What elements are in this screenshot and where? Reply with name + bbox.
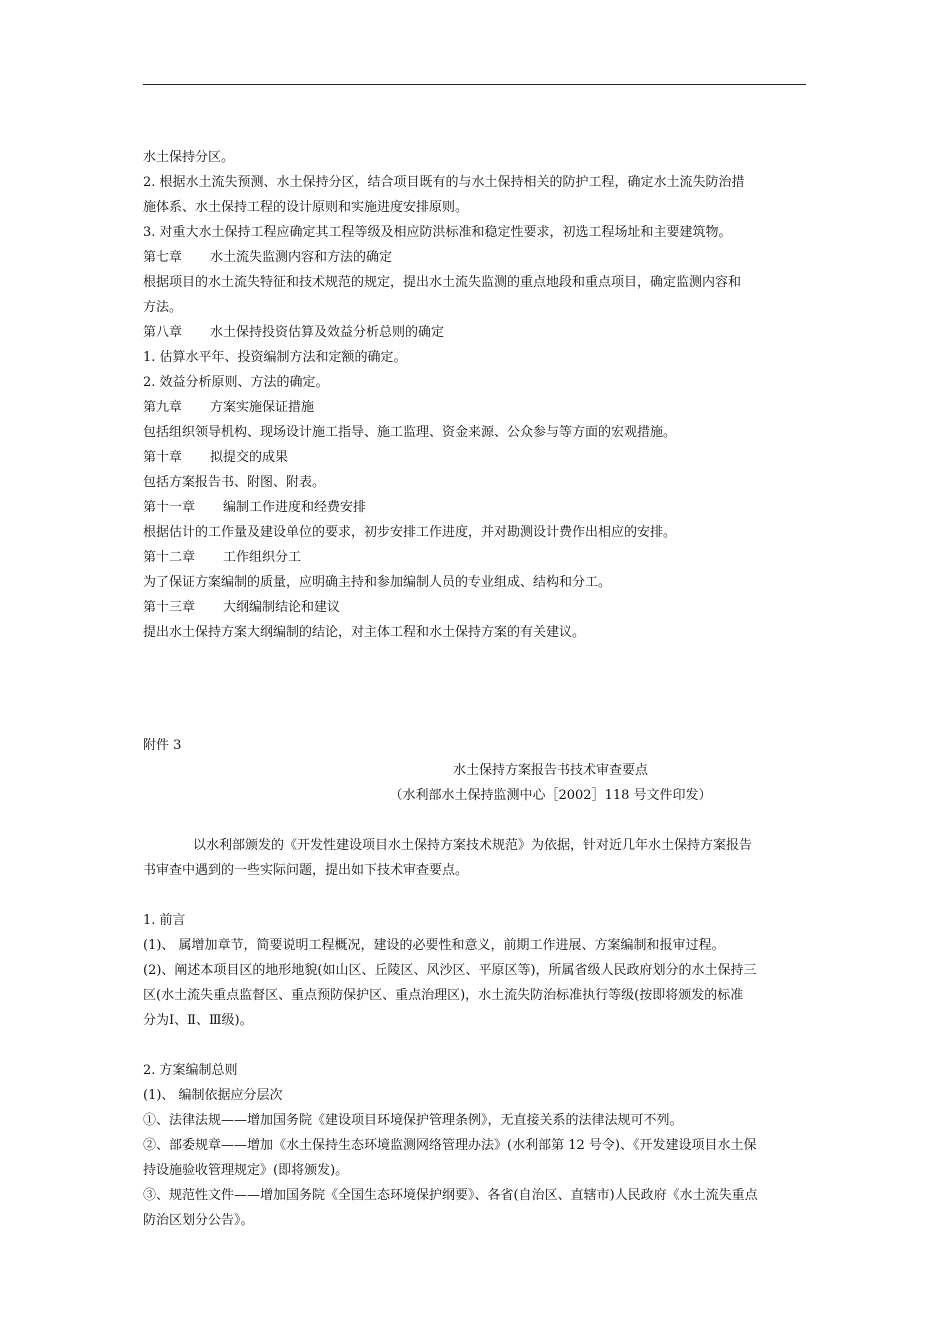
text-line: (2)、阐述本项目区的地形地貌(如山区、丘陵区、风沙区、平原区等)，所属省级人民政府划分的水土保持三 xyxy=(143,963,757,978)
header-rule xyxy=(143,84,806,85)
chapter-heading: 第十二章 工作组织分工 xyxy=(143,550,302,565)
annex-subtitle: （水利部水土保持监测中心［2002］118 号文件印发） xyxy=(389,788,712,803)
text-line: 根据项目的水土流失特征和技术规范的规定，提出水土流失监测的重点地段和重点项目，确定监测内容和 xyxy=(143,275,742,290)
chapter-heading: 第八章 水土保持投资估算及效益分析总则的确定 xyxy=(143,325,445,340)
text-line: 持设施验收管理规定》(即将颁发)。 xyxy=(143,1163,349,1178)
intro-line: 以水利部颁发的《开发性建设项目水土保持方案技术规范》为依据，针对近几年水土保持方案报告 xyxy=(193,838,753,853)
text-line: 包括方案报告书、附图、附表。 xyxy=(143,475,326,490)
text-line: 2. 根据水土流失预测、水土保持分区，结合项目既有的与水土保持相关的防护工程，确定水土流失防治措 xyxy=(143,175,745,190)
text-line: ②、部委规章——增加《水土保持生态环境监测网络管理办法》(水利部第 12 号令)、《开发建设项目水土保 xyxy=(143,1138,757,1153)
text-line: 1. 估算水平年、投资编制方法和定额的确定。 xyxy=(143,350,407,365)
intro-line: 书审查中遇到的一些实际问题，提出如下技术审查要点。 xyxy=(143,863,469,878)
section-heading: 1. 前言 xyxy=(143,913,186,928)
chapter-heading: 第七章 水土流失监测内容和方法的确定 xyxy=(143,250,393,265)
text-line: 包括组织领导机构、现场设计施工指导、施工监理、资金来源、公众参与等方面的宏观措施。 xyxy=(143,425,677,440)
text-line: 防治区划分公告》。 xyxy=(143,1213,254,1228)
annex-title: 水土保持方案报告书技术审查要点 xyxy=(452,763,648,778)
chapter-heading: 第十三章 大纲编制结论和建议 xyxy=(143,600,341,615)
document-body xyxy=(143,145,808,1233)
chapter-heading: 第九章 方案实施保证措施 xyxy=(143,400,315,415)
text-line: 为了保证方案编制的质量，应明确主持和参加编制人员的专业组成、结构和分工。 xyxy=(143,575,612,590)
text-line: 2. 效益分析原则、方法的确定。 xyxy=(143,375,329,390)
text-line: ③、规范性文件——增加国务院《全国生态环境保护纲要》、各省(自治区、直辖市)人民政府《水土流失重点 xyxy=(143,1188,758,1203)
chapter-heading: 第十章 拟提交的成果 xyxy=(143,450,289,465)
text-line: 水土保持分区。 xyxy=(143,150,235,165)
text-line: (1)、 编制依据应分层次 xyxy=(143,1088,283,1103)
text-line: 施体系、水土保持工程的设计原则和实施进度安排原则。 xyxy=(143,200,469,215)
text-line: (1)、 属增加章节，简要说明工程概况，建设的必要性和意义，前期工作进展、方案编制和报审过程。 xyxy=(143,938,725,953)
text-line: 根据估计的工作量及建设单位的要求，初步安排工作进度，并对勘测设计费作出相应的安排。 xyxy=(143,525,677,540)
text-line: ①、法律法规——增加国务院《建设项目环境保护管理条例》，无直接关系的法律法规可不列。 xyxy=(143,1113,683,1128)
text-line: 区(水土流失重点监督区、重点预防保护区、重点治理区)，水土流失防治标准执行等级(按即将颁发的标准 xyxy=(143,988,744,1003)
text-line: 3. 对重大水土保持工程应确定其工程等级及相应防洪标准和稳定性要求，初选工程场址和主要建筑物。 xyxy=(143,225,732,240)
text-line: 方法。 xyxy=(143,300,183,315)
text-line: 提出水土保持方案大纲编制的结论，对主体工程和水土保持方案的有关建议。 xyxy=(143,625,586,640)
annex-label: 附件 3 xyxy=(143,738,182,753)
text-line: 分为Ⅰ、Ⅱ、Ⅲ级)。 xyxy=(143,1013,253,1028)
chapter-heading: 第十一章 编制工作进度和经费安排 xyxy=(143,500,367,515)
section-heading: 2. 方案编制总则 xyxy=(143,1063,238,1078)
